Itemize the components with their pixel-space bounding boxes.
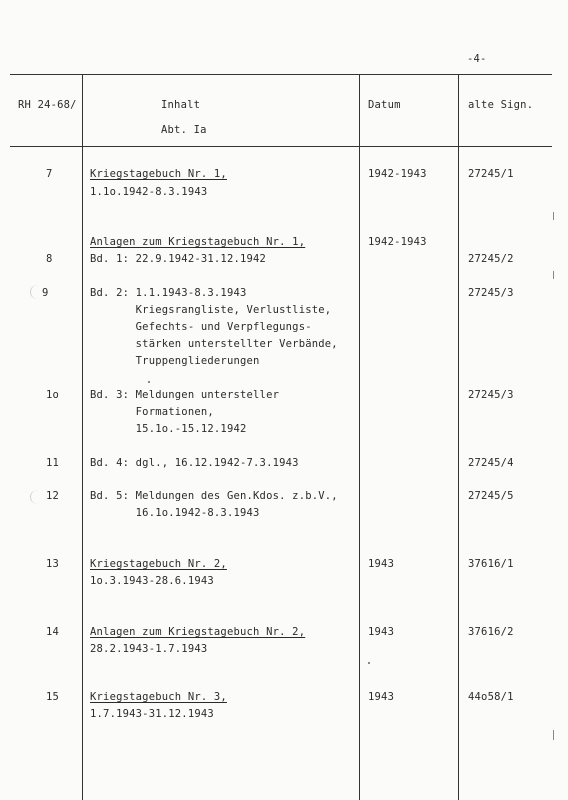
- stray-mark: [148, 381, 150, 383]
- row-line: 1.1o.1942-8.3.1943: [90, 186, 208, 198]
- row-line: stärken unterstellter Verbände,: [90, 338, 338, 350]
- row-sign: 27245/3: [468, 287, 514, 299]
- row-line: Bd. 3: Meldungen untersteller: [90, 389, 280, 401]
- punch-hole-mark: [30, 285, 45, 299]
- row-line: Formationen,: [90, 406, 214, 418]
- row-number: 7: [46, 168, 53, 180]
- row-line: Bd. 4: dgl., 16.12.1942-7.3.1943: [90, 457, 299, 469]
- row-date: 1943: [368, 558, 395, 570]
- row-number: 13: [46, 558, 60, 570]
- row-title: Kriegstagebuch Nr. 1,: [90, 168, 227, 180]
- stray-mark: [553, 271, 554, 279]
- header-content-sub: Abt. Ia: [161, 124, 207, 136]
- row-number: 12: [46, 490, 60, 502]
- row-date: 1942-1943: [368, 236, 427, 248]
- row-sign: 44o58/1: [468, 691, 514, 703]
- row-line: Gefechts- und Verpflegungs-: [90, 321, 312, 333]
- row-number: 15: [46, 691, 60, 703]
- stray-mark: [553, 730, 554, 740]
- row-sign: 37616/1: [468, 558, 514, 570]
- stray-mark: [368, 662, 370, 664]
- row-title: Anlagen zum Kriegstagebuch Nr. 1,: [90, 236, 306, 248]
- header-signature: RH 24-68/: [18, 99, 77, 111]
- row-number: 1o: [46, 389, 60, 401]
- row-line: Bd. 1: 22.9.1942-31.12.1942: [90, 253, 267, 265]
- row-sign: 27245/3: [468, 389, 514, 401]
- header-bottom-rule: [10, 146, 552, 147]
- row-line: 15.1o.-15.12.1942: [90, 423, 247, 435]
- row-title: Kriegstagebuch Nr. 2,: [90, 558, 227, 570]
- row-sign: 27245/5: [468, 490, 514, 502]
- row-title: Anlagen zum Kriegstagebuch Nr. 2,: [90, 626, 306, 638]
- stray-mark: [553, 212, 554, 220]
- row-line: Bd. 5: Meldungen des Gen.Kdos. z.b.V.,: [90, 490, 338, 502]
- row-date: 1943: [368, 626, 395, 638]
- row-number: 8: [46, 253, 53, 265]
- row-line: 1.7.1943-31.12.1943: [90, 708, 214, 720]
- row-line: Bd. 2: 1.1.1943-8.3.1943: [90, 287, 247, 299]
- row-line: 16.1o.1942-8.3.1943: [90, 507, 260, 519]
- page-number: -4-: [467, 53, 487, 65]
- punch-hole-mark: [30, 490, 45, 504]
- column-divider-2: [359, 74, 360, 800]
- row-sign: 27245/1: [468, 168, 514, 180]
- header-content: Inhalt: [161, 99, 201, 111]
- table-top-rule: [10, 74, 552, 75]
- row-line: 28.2.1943-1.7.1943: [90, 643, 208, 655]
- row-line: Kriegsrangliste, Verlustliste,: [90, 304, 332, 316]
- row-date: 1942-1943: [368, 168, 427, 180]
- row-line: 1o.3.1943-28.6.1943: [90, 575, 214, 587]
- column-divider-3: [458, 74, 459, 800]
- header-date: Datum: [368, 99, 401, 111]
- row-line: Truppengliederungen: [90, 355, 260, 367]
- row-date: 1943: [368, 691, 395, 703]
- row-sign: 27245/2: [468, 253, 514, 265]
- row-number: 14: [46, 626, 60, 638]
- row-sign: 37616/2: [468, 626, 514, 638]
- row-number: 9: [42, 287, 49, 299]
- header-old-sign: alte Sign.: [468, 99, 534, 111]
- column-divider-1: [82, 74, 83, 800]
- row-sign: 27245/4: [468, 457, 514, 469]
- row-number: 11: [46, 457, 60, 469]
- row-title: Kriegstagebuch Nr. 3,: [90, 691, 227, 703]
